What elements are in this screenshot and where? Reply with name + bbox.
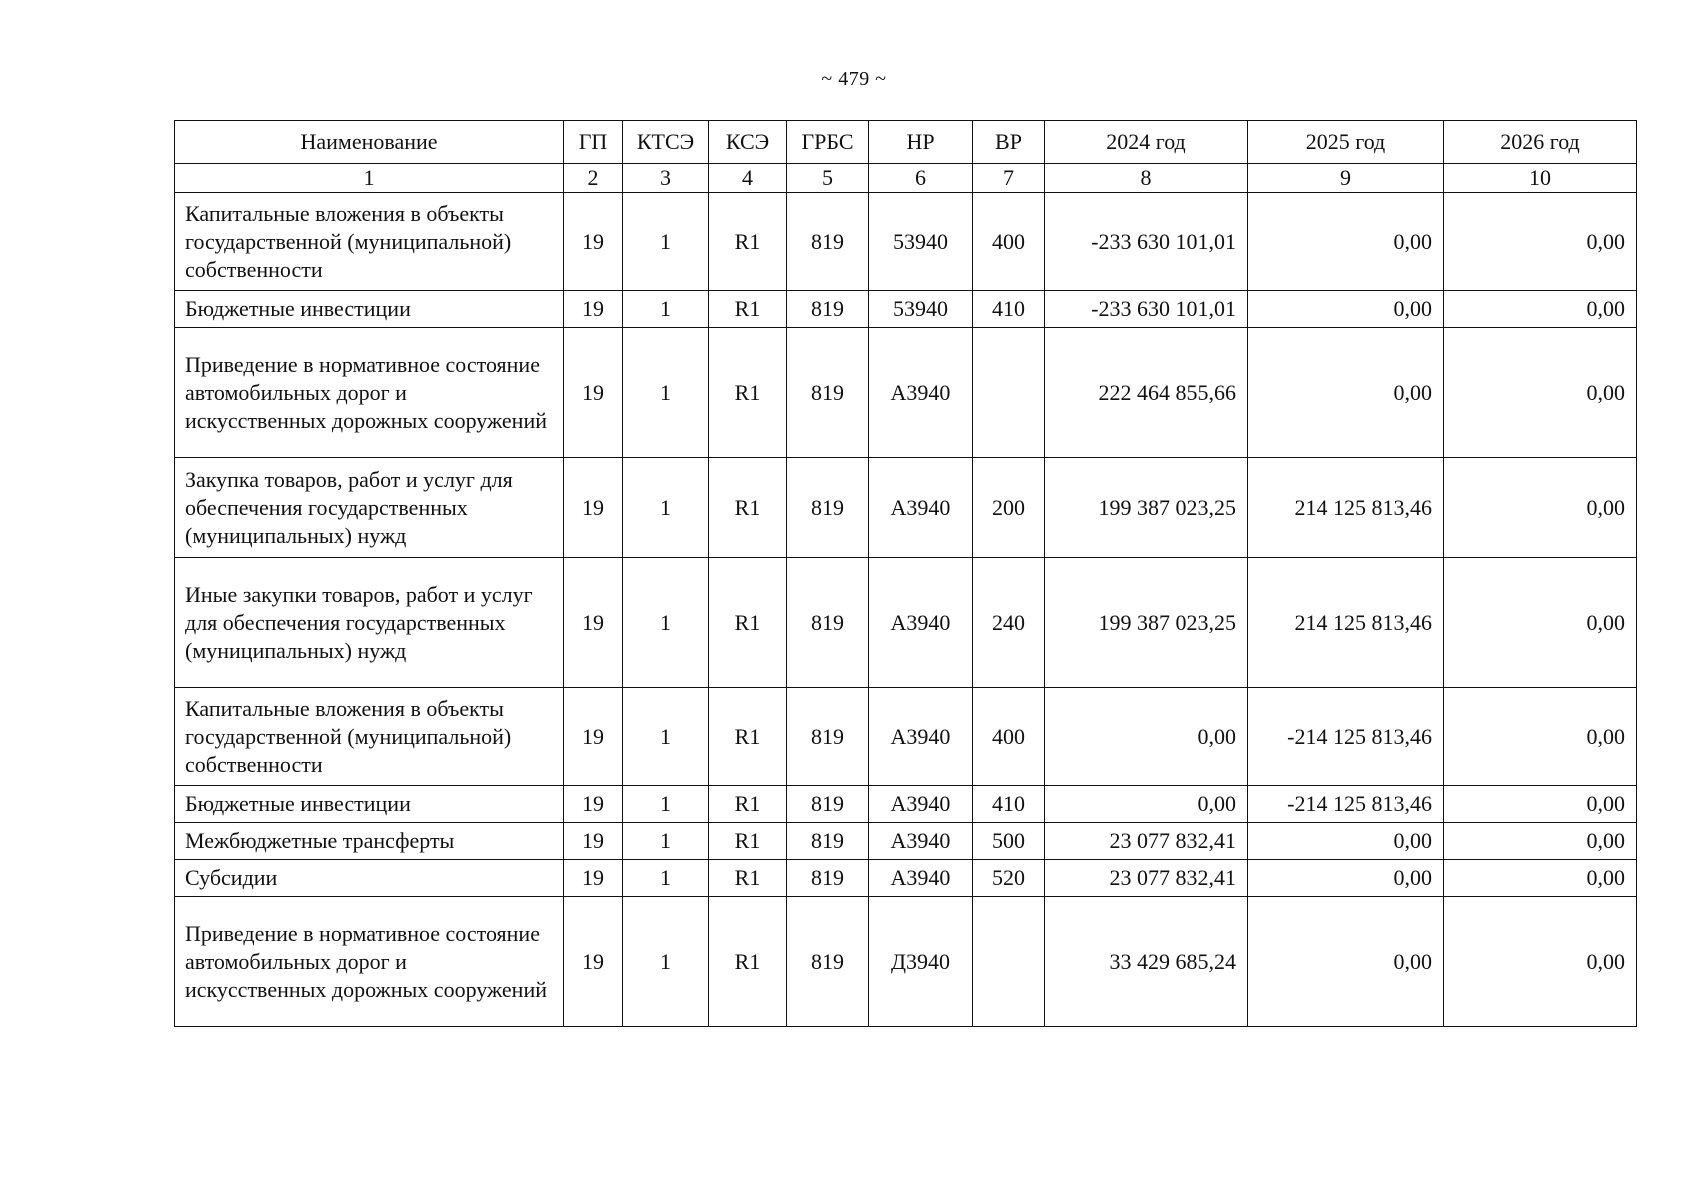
row-gp: 19	[564, 897, 623, 1027]
column-number: 2	[564, 164, 623, 193]
row-nr: А3940	[869, 458, 973, 558]
row-kse: R1	[709, 786, 787, 823]
row-ktse: 1	[623, 786, 709, 823]
table-body	[175, 164, 1637, 1027]
row-amount-2025: 0,00	[1248, 291, 1444, 328]
row-vr: 410	[973, 291, 1045, 328]
table-row	[175, 823, 1637, 860]
column-number-row	[175, 164, 1637, 193]
row-amount-2025: 0,00	[1248, 193, 1444, 291]
row-gp: 19	[564, 458, 623, 558]
row-name: Капитальные вложения в объекты государственной (муниципальной) собственности	[175, 193, 564, 291]
header-2026: 2026 год	[1444, 121, 1637, 164]
row-amount-2024: 222 464 855,66	[1045, 328, 1248, 458]
table-row	[175, 558, 1637, 688]
row-ktse: 1	[623, 328, 709, 458]
row-nr: 53940	[869, 291, 973, 328]
row-grbs: 819	[787, 193, 869, 291]
row-amount-2024: -233 630 101,01	[1045, 291, 1248, 328]
table-row	[175, 897, 1637, 1027]
row-kse: R1	[709, 328, 787, 458]
row-nr: А3940	[869, 328, 973, 458]
row-amount-2025: 0,00	[1248, 897, 1444, 1027]
header-name: Наименование	[175, 121, 564, 164]
row-amount-2024: 33 429 685,24	[1045, 897, 1248, 1027]
row-amount-2026: 0,00	[1444, 193, 1637, 291]
row-grbs: 819	[787, 558, 869, 688]
header-kse: КСЭ	[709, 121, 787, 164]
budget-table	[174, 120, 1637, 1027]
row-amount-2026: 0,00	[1444, 291, 1637, 328]
row-grbs: 819	[787, 291, 869, 328]
row-name: Приведение в нормативное состояние автомобильных дорог и искусственных дорожных сооружений	[175, 897, 564, 1027]
row-name: Капитальные вложения в объекты государственной (муниципальной) собственности	[175, 688, 564, 786]
row-grbs: 819	[787, 860, 869, 897]
header-2024: 2024 год	[1045, 121, 1248, 164]
table-row	[175, 786, 1637, 823]
row-amount-2025: 0,00	[1248, 860, 1444, 897]
row-grbs: 819	[787, 786, 869, 823]
row-grbs: 819	[787, 823, 869, 860]
header-2025: 2025 год	[1248, 121, 1444, 164]
row-name: Бюджетные инвестиции	[175, 291, 564, 328]
column-number: 1	[175, 164, 564, 193]
row-kse: R1	[709, 193, 787, 291]
column-number: 9	[1248, 164, 1444, 193]
row-name: Приведение в нормативное состояние автомобильных дорог и искусственных дорожных сооружений	[175, 328, 564, 458]
header-gp: ГП	[564, 121, 623, 164]
row-amount-2026: 0,00	[1444, 328, 1637, 458]
column-number: 7	[973, 164, 1045, 193]
row-amount-2026: 0,00	[1444, 786, 1637, 823]
row-gp: 19	[564, 193, 623, 291]
row-amount-2026: 0,00	[1444, 823, 1637, 860]
row-nr: А3940	[869, 860, 973, 897]
page-number: ~ 479 ~	[821, 68, 887, 90]
row-ktse: 1	[623, 860, 709, 897]
column-number: 8	[1045, 164, 1248, 193]
column-number: 5	[787, 164, 869, 193]
row-ktse: 1	[623, 897, 709, 1027]
row-nr: А3940	[869, 688, 973, 786]
row-kse: R1	[709, 291, 787, 328]
row-amount-2026: 0,00	[1444, 458, 1637, 558]
row-gp: 19	[564, 328, 623, 458]
row-ktse: 1	[623, 291, 709, 328]
header-vr: ВР	[973, 121, 1045, 164]
row-amount-2024: 0,00	[1045, 688, 1248, 786]
row-kse: R1	[709, 458, 787, 558]
table-row	[175, 291, 1637, 328]
row-vr: 410	[973, 786, 1045, 823]
row-name: Межбюджетные трансферты	[175, 823, 564, 860]
row-kse: R1	[709, 688, 787, 786]
row-amount-2024: 23 077 832,41	[1045, 860, 1248, 897]
row-kse: R1	[709, 897, 787, 1027]
row-grbs: 819	[787, 458, 869, 558]
column-number: 6	[869, 164, 973, 193]
row-gp: 19	[564, 786, 623, 823]
row-amount-2025: 214 125 813,46	[1248, 558, 1444, 688]
row-nr: 53940	[869, 193, 973, 291]
row-ktse: 1	[623, 558, 709, 688]
row-amount-2025: 0,00	[1248, 823, 1444, 860]
row-amount-2026: 0,00	[1444, 897, 1637, 1027]
row-nr: А3940	[869, 786, 973, 823]
table-row	[175, 860, 1637, 897]
row-amount-2026: 0,00	[1444, 860, 1637, 897]
table-row	[175, 458, 1637, 558]
row-gp: 19	[564, 688, 623, 786]
column-number: 10	[1444, 164, 1637, 193]
header-ktse: КТСЭ	[623, 121, 709, 164]
row-nr: Д3940	[869, 897, 973, 1027]
header-nr: НР	[869, 121, 973, 164]
row-name: Бюджетные инвестиции	[175, 786, 564, 823]
row-name: Закупка товаров, работ и услуг для обеспечения государственных (муниципальных) нужд	[175, 458, 564, 558]
row-kse: R1	[709, 860, 787, 897]
row-amount-2024: 199 387 023,25	[1045, 458, 1248, 558]
row-vr: 200	[973, 458, 1045, 558]
row-amount-2024: 0,00	[1045, 786, 1248, 823]
row-vr	[973, 897, 1045, 1027]
row-kse: R1	[709, 558, 787, 688]
column-number: 4	[709, 164, 787, 193]
row-nr: А3940	[869, 823, 973, 860]
row-amount-2025: -214 125 813,46	[1248, 786, 1444, 823]
table-row	[175, 328, 1637, 458]
row-grbs: 819	[787, 688, 869, 786]
row-vr: 400	[973, 688, 1045, 786]
row-amount-2026: 0,00	[1444, 558, 1637, 688]
row-name: Иные закупки товаров, работ и услуг для обеспечения государственных (муниципальных) нужд	[175, 558, 564, 688]
row-ktse: 1	[623, 823, 709, 860]
row-grbs: 819	[787, 897, 869, 1027]
row-gp: 19	[564, 558, 623, 688]
row-amount-2025: 0,00	[1248, 328, 1444, 458]
row-amount-2024: 199 387 023,25	[1045, 558, 1248, 688]
row-vr: 500	[973, 823, 1045, 860]
row-grbs: 819	[787, 328, 869, 458]
row-ktse: 1	[623, 688, 709, 786]
row-gp: 19	[564, 291, 623, 328]
table-header-row	[175, 121, 1637, 164]
row-vr: 400	[973, 193, 1045, 291]
row-amount-2025: -214 125 813,46	[1248, 688, 1444, 786]
table-row	[175, 193, 1637, 291]
row-ktse: 1	[623, 458, 709, 558]
table-row	[175, 688, 1637, 786]
row-amount-2026: 0,00	[1444, 688, 1637, 786]
row-amount-2025: 214 125 813,46	[1248, 458, 1444, 558]
row-vr: 240	[973, 558, 1045, 688]
row-gp: 19	[564, 823, 623, 860]
row-ktse: 1	[623, 193, 709, 291]
row-vr	[973, 328, 1045, 458]
row-vr: 520	[973, 860, 1045, 897]
header-grbs: ГРБС	[787, 121, 869, 164]
row-nr: А3940	[869, 558, 973, 688]
row-gp: 19	[564, 860, 623, 897]
row-kse: R1	[709, 823, 787, 860]
row-name: Субсидии	[175, 860, 564, 897]
row-amount-2024: 23 077 832,41	[1045, 823, 1248, 860]
column-number: 3	[623, 164, 709, 193]
row-amount-2024: -233 630 101,01	[1045, 193, 1248, 291]
